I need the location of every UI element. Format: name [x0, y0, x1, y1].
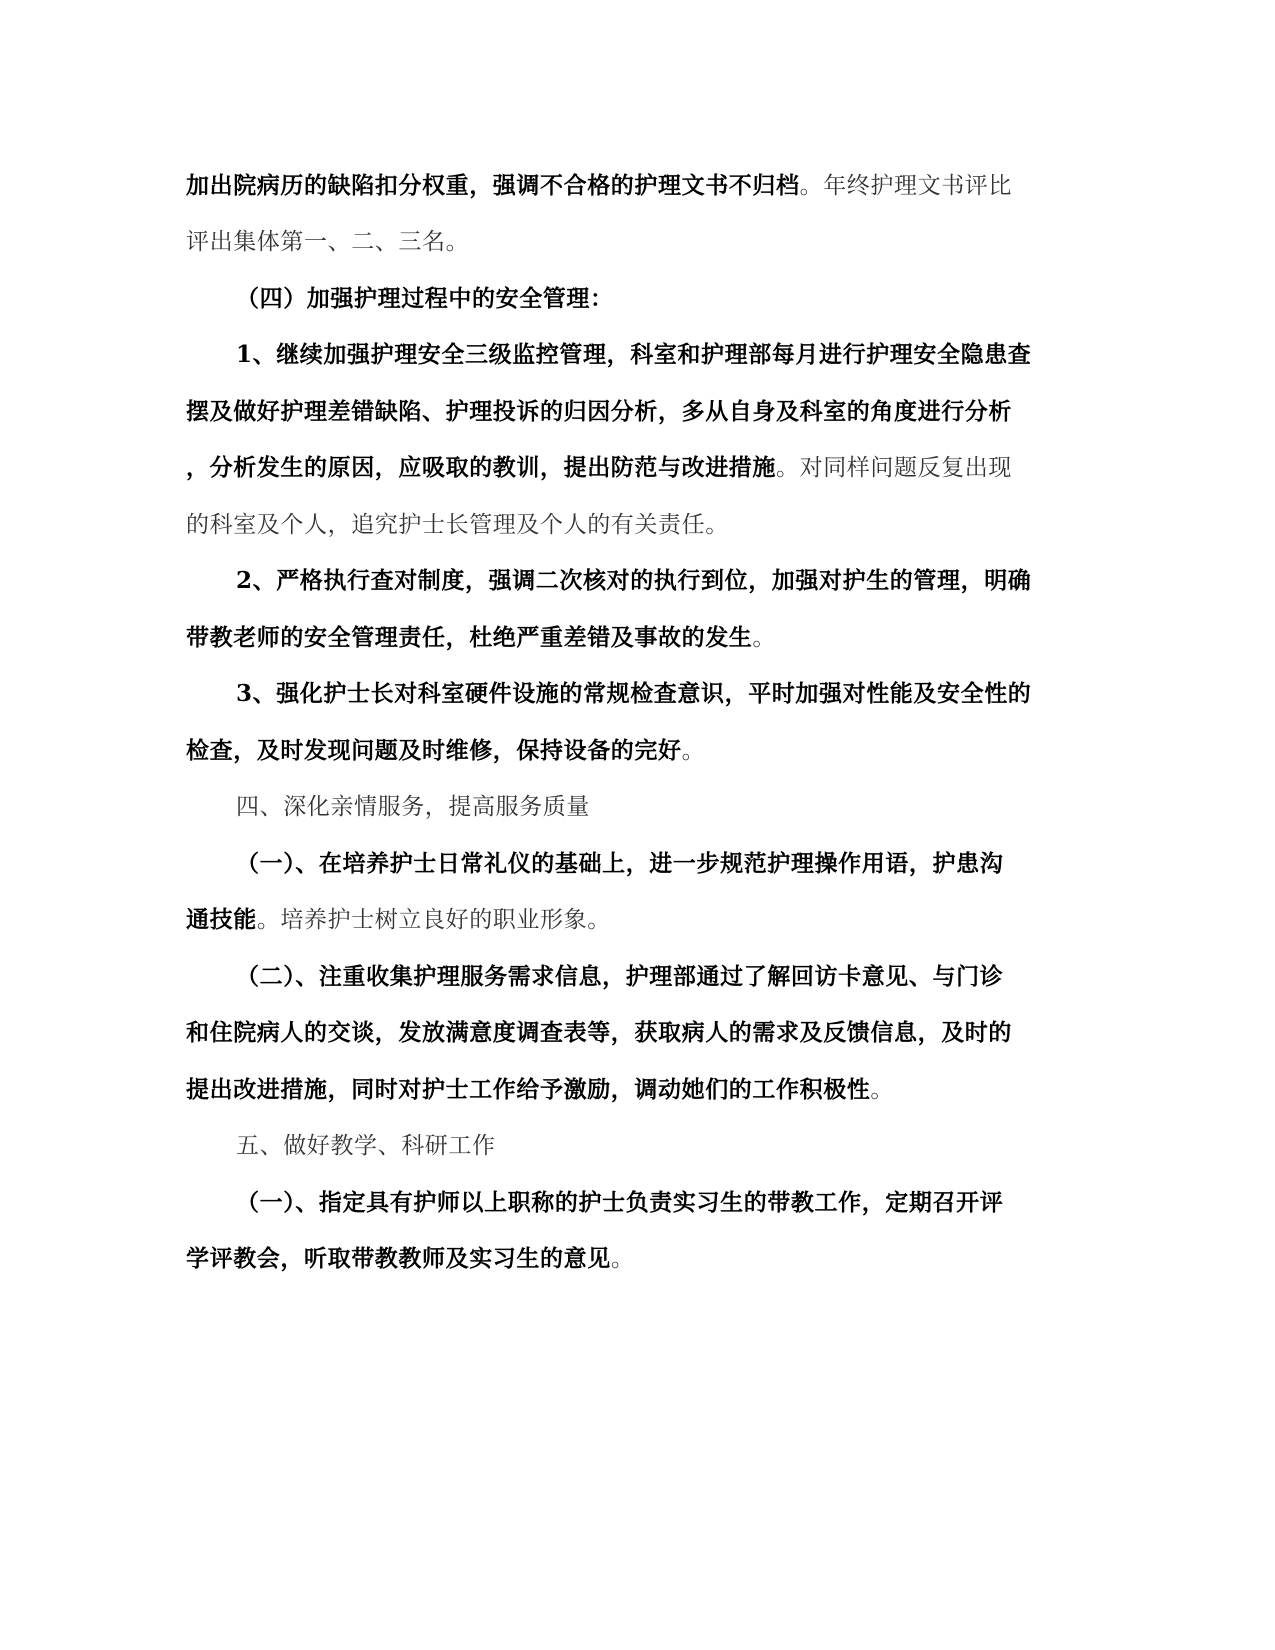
bold-text: 和住院病人的交谈，发放满意度调查表等，获取病人的需求及反馈信息，及时的 — [186, 1019, 1012, 1046]
normal-text: 。对同样问题反复出现 — [776, 455, 1012, 481]
section-heading — [236, 283, 1116, 315]
paragraph-line — [236, 678, 1116, 710]
bold-text: 学评教会，听取带教教师及实习生的意见 — [186, 1245, 611, 1272]
normal-text: 评出集体第一、二、三名。 — [186, 229, 470, 255]
normal-text: 的科室及个人，追究护士长管理及个人的有关责任。 — [186, 512, 729, 538]
paragraph-line — [186, 396, 1066, 428]
paragraph-line — [186, 1243, 1066, 1275]
paragraph-line — [236, 848, 1116, 880]
normal-text: 。 — [681, 738, 706, 764]
bold-text: 2、严格执行查对制度，强调二次核对的执行到位，加强对护生的管理，明确 — [236, 567, 1032, 594]
normal-text: 。 — [610, 1246, 635, 1272]
normal-text: 。 — [752, 625, 777, 651]
paragraph-line — [186, 1074, 1066, 1106]
paragraph-line — [186, 226, 1066, 258]
paragraph-line — [186, 904, 1066, 936]
paragraph-line — [236, 565, 1116, 597]
bold-text: （一）、指定具有护师以上职称的护士负责实习生的带教工作，定期召开评 — [236, 1189, 1004, 1216]
bold-text: 提出改进措施，同时对护士工作给予激励，调动她们的工作积极性 — [186, 1076, 871, 1103]
bold-text: 1、继续加强护理安全三级监控管理，科室和护理部每月进行护理安全隐患查 — [236, 341, 1032, 368]
normal-text: 。年终护理文书评比 — [799, 173, 1013, 199]
section-heading — [236, 1130, 1116, 1162]
bold-text: 通技能 — [186, 906, 257, 933]
paragraph-line — [186, 622, 1066, 654]
bold-text: 摆及做好护理差错缺陷、护理投诉的归因分析，多从自身及科室的角度进行分析 — [186, 398, 1012, 425]
bold-text: （二）、注重收集护理服务需求信息，护理部通过了解回访卡意见、与门诊 — [236, 963, 1004, 990]
paragraph-line — [186, 1017, 1066, 1049]
normal-text: 。培养护士树立良好的职业形象。 — [256, 907, 611, 933]
bold-text: （四）加强护理过程中的安全管理： — [236, 285, 614, 312]
paragraph-line — [236, 339, 1116, 371]
bold-text: 带教老师的安全管理责任，杜绝严重差错及事故的发生 — [186, 624, 753, 651]
bold-text: 加出院病历的缺陷扣分权重，强调不合格的护理文书不归档 — [186, 172, 800, 199]
paragraph-line — [236, 961, 1116, 993]
normal-text: 。 — [870, 1077, 895, 1103]
paragraph-line — [236, 1187, 1116, 1219]
paragraph-line — [186, 170, 1066, 202]
section-heading — [236, 791, 1116, 823]
bold-text: 3、强化护士长对科室硬件设施的常规检查意识，平时加强对性能及安全性的 — [236, 680, 1032, 707]
normal-text: 五、做好教学、科研工作 — [236, 1133, 496, 1159]
paragraph-line — [186, 509, 1066, 541]
paragraph-line — [186, 452, 1066, 484]
bold-text: ，分析发生的原因，应吸取的教训，提出防范与改进措施 — [186, 454, 776, 481]
normal-text: 四、深化亲情服务，提高服务质量 — [236, 794, 590, 820]
paragraph-line — [186, 735, 1066, 767]
bold-text: （一）、在培养护士日常礼仪的基础上，进一步规范护理操作用语，护患沟 — [236, 850, 1004, 877]
bold-text: 检查，及时发现问题及时维修，保持设备的完好 — [186, 737, 682, 764]
